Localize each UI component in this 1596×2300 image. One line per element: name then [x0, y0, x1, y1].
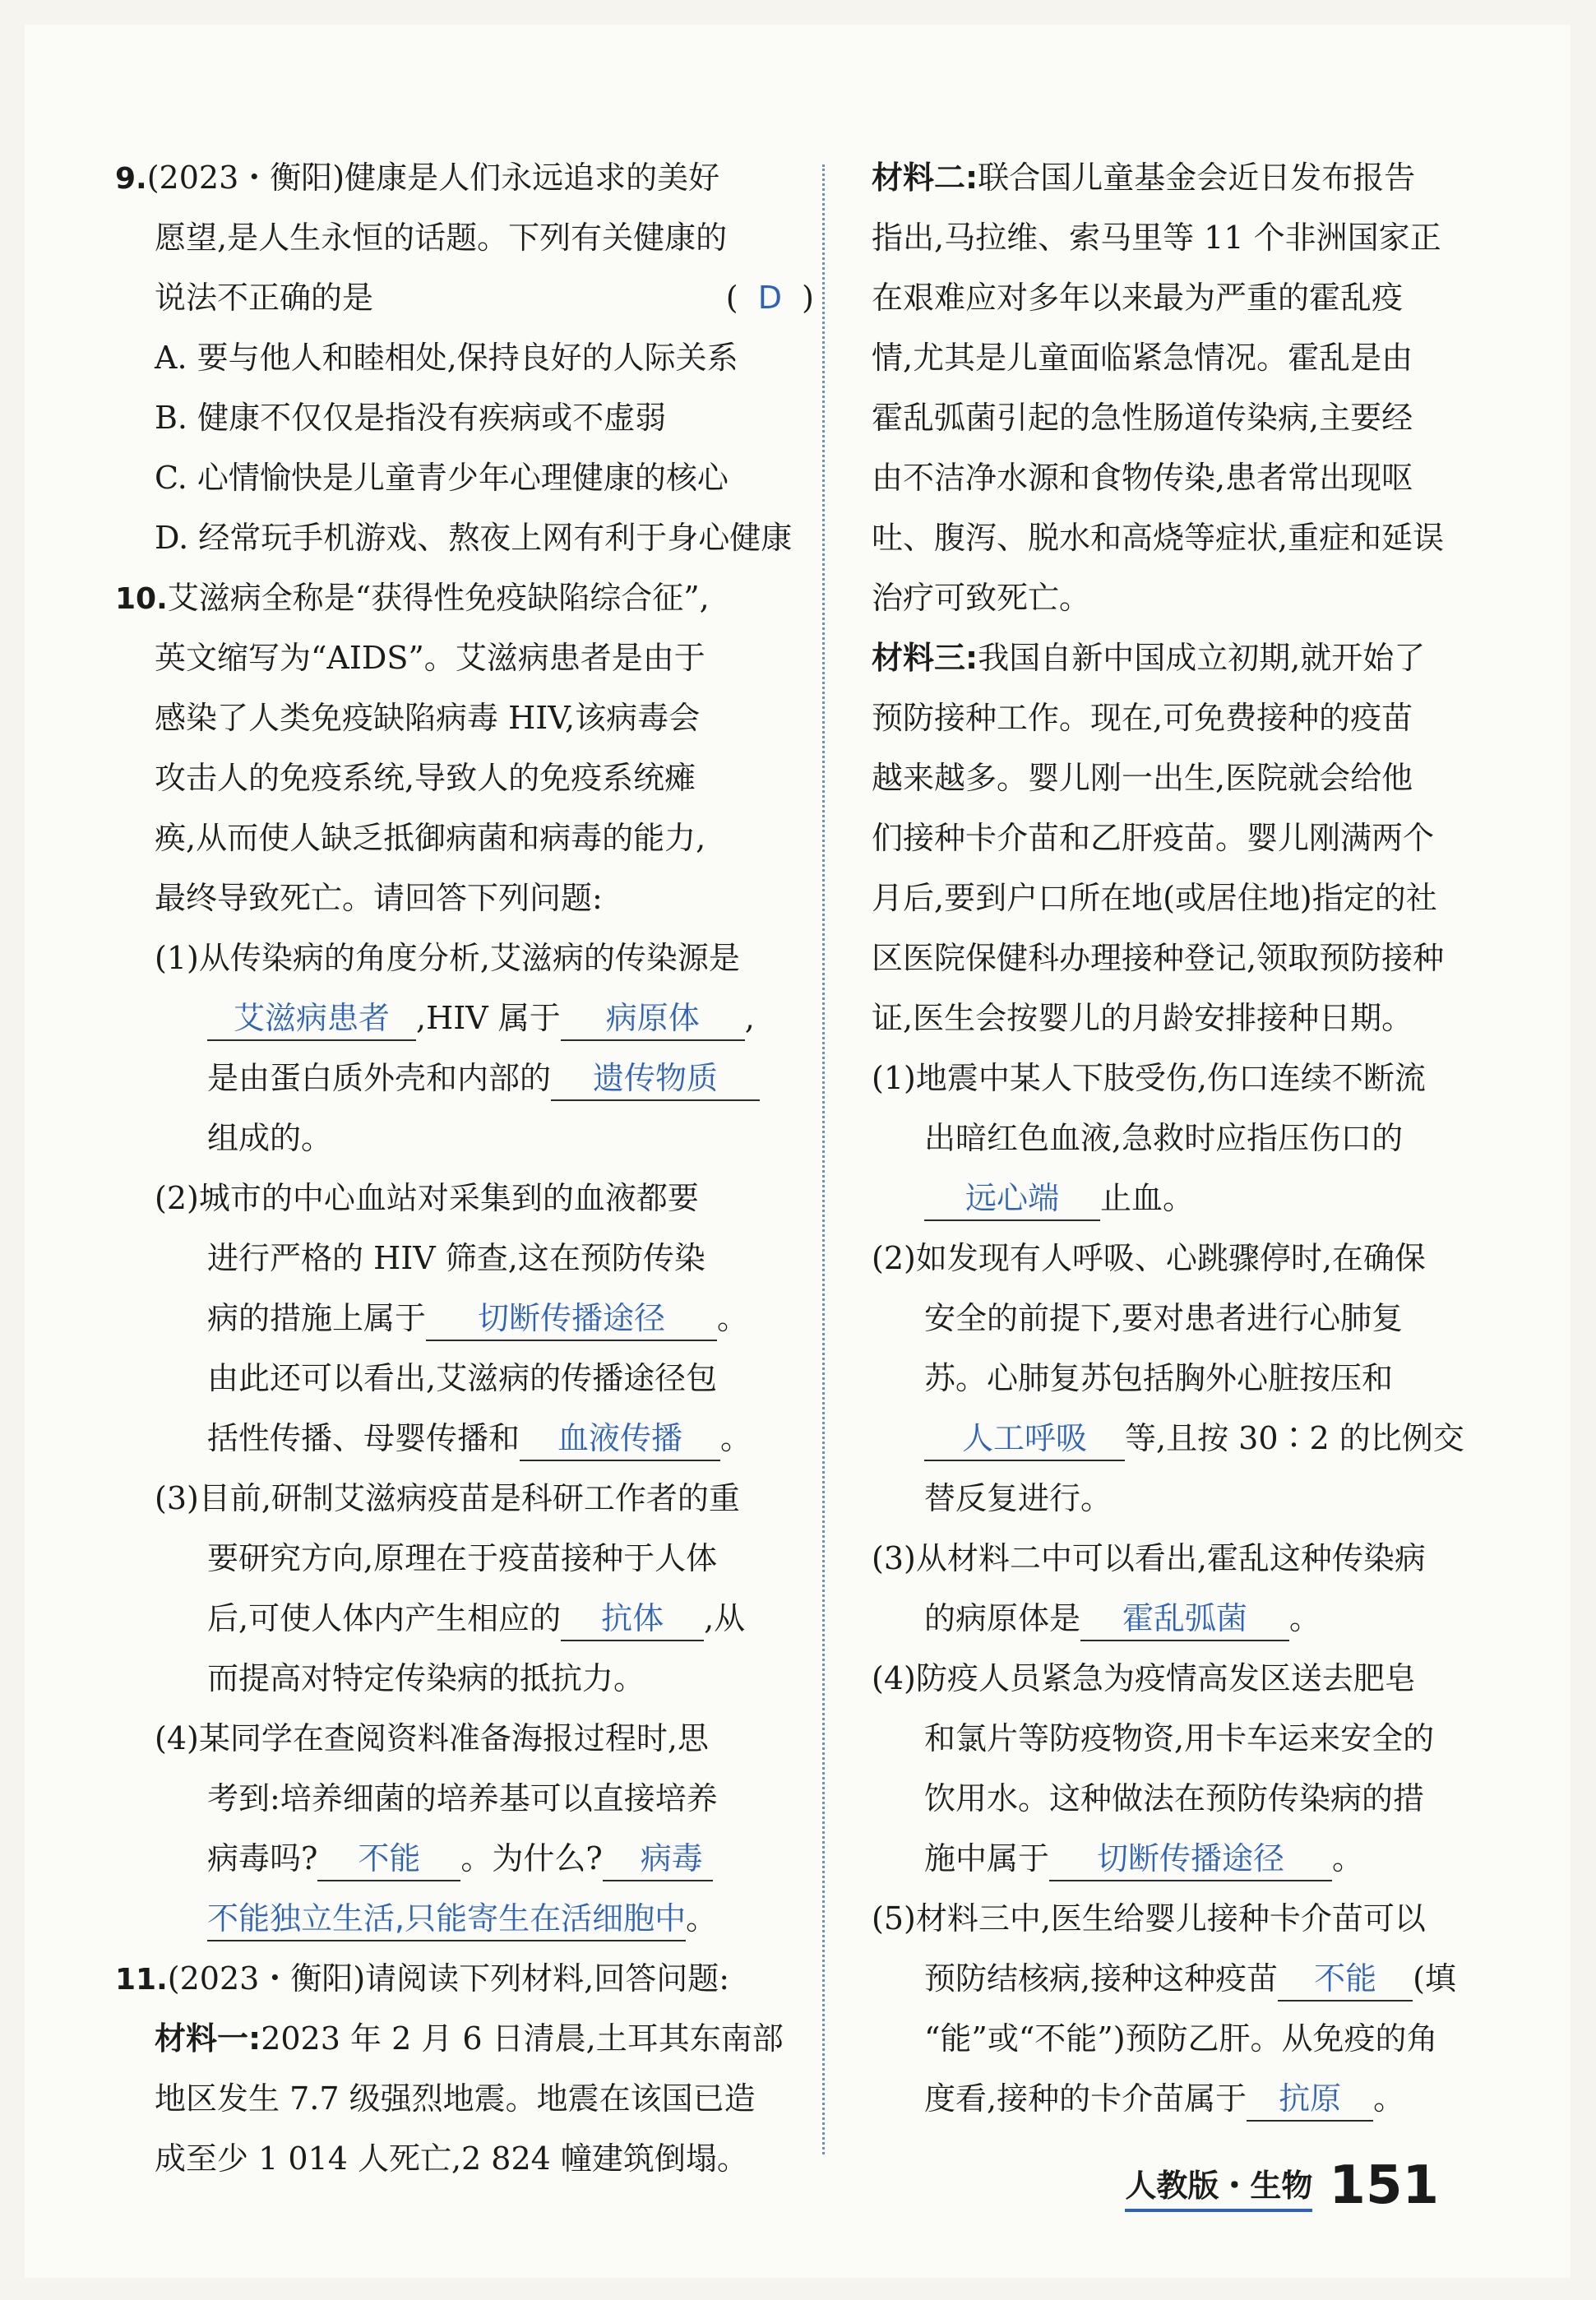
answer-blank: 血液传播 — [520, 1417, 720, 1461]
material2-line: 在艰难应对多年以来最为严重的霍乱疫 — [872, 280, 1404, 316]
answer-blank: 人工呼吸 — [924, 1417, 1125, 1461]
q9-line2: 愿望,是人生永恒的话题。下列有关健康的 — [155, 220, 728, 256]
q11-p2-line2: 安全的前提下,要对患者进行心肺复 — [924, 1300, 1404, 1336]
q10-p4-line1: (4)某同学在查阅资料准备海报过程时,思 — [155, 1720, 709, 1756]
q10-stem: 攻击人的免疫系统,导致人的免疫系统瘫 — [155, 760, 696, 796]
answer-parens: ( D ) — [725, 280, 814, 316]
q11-line1: 11.(2023・衡阳)请阅读下列材料,回答问题: — [115, 1960, 730, 1997]
page-footer — [1125, 2155, 1439, 2216]
option-d: D. 经常玩手机游戏、熬夜上网有利于身心健康 — [155, 520, 793, 556]
answer-blank: 不能 — [317, 1837, 460, 1881]
material3-line: 们接种卡介苗和乙肝疫苗。婴儿刚满两个 — [872, 820, 1435, 856]
q11-p5-line3: “能”或“不能”)预防乙肝。从免疫的角 — [924, 2020, 1438, 2057]
q10-p4-line2: 考到:培养细菌的培养基可以直接培养 — [207, 1780, 718, 1816]
answer-blank: 抗原 — [1247, 2077, 1373, 2122]
textbook-page — [25, 25, 1571, 2278]
q11-p2-line1: (2)如发现有人呼吸、心跳骤停时,在确保 — [872, 1240, 1426, 1276]
column-divider — [822, 164, 825, 2154]
q10-p1-line3: 是由蛋白质外壳和内部的 遗传物质 — [115, 1048, 822, 1108]
answer-blank: 远心端 — [924, 1177, 1100, 1221]
q10-p3-line2: 要研究方向,原理在于疫苗接种于人体 — [207, 1540, 718, 1576]
q11-p3-line1: (3)从材料二中可以看出,霍乱这种传染病 — [872, 1540, 1426, 1576]
edition-label: 人教版・生物 — [1125, 2160, 1312, 2212]
answer-blank: 艾滋病患者 — [207, 997, 416, 1041]
option-a: A. 要与他人和睦相处,保持良好的人际关系 — [155, 340, 738, 376]
material3-line1: 材料三:我国自新中国成立初期,就开始了 — [872, 640, 1426, 676]
q11-p5-line4: 度看,接种的卡介苗属于 抗原 。 — [872, 2069, 1513, 2129]
material2-line1: 材料二:联合国儿童基金会近日发布报告 — [872, 160, 1416, 196]
material2-line: 情,尤其是儿童面临紧急情况。霍乱是由 — [872, 340, 1413, 376]
q11-p3-line2: 的病原体是 霍乱弧菌 。 — [872, 1589, 1513, 1649]
answer-blank: 不能 — [1278, 1957, 1413, 2002]
q9-line1: 9.(2023・衡阳)健康是人们永远追求的美好 — [115, 160, 720, 196]
material-label: 材料一: — [155, 2020, 261, 2057]
q11-p1-line1: (1)地震中某人下肢受伤,伤口连续不断流 — [872, 1060, 1426, 1096]
answer-blank: 不能独立生活,只能寄生在活细胞中 — [207, 1897, 686, 1941]
material1-line2: 地区发生 7.7 级强烈地震。地震在该国已造 — [155, 2080, 756, 2117]
q10-p4-line4: 不能独立生活,只能寄生在活细胞中。 — [115, 1889, 822, 1949]
material1-line1: 材料一:2023 年 2 月 6 日清晨,土耳其东南部 — [155, 2020, 784, 2057]
q10-p3-line3: 后,可使人体内产生相应的 抗体 ,从 — [115, 1589, 822, 1649]
question-number: 10. — [115, 582, 168, 616]
q11-p4-line3: 饮用水。这种做法在预防传染病的措 — [924, 1780, 1425, 1816]
q11-p4-line2: 和氯片等防疫物资,用卡车运来安全的 — [924, 1720, 1435, 1756]
material3-line: 证,医生会按婴儿的月龄安排接种日期。 — [872, 1000, 1413, 1036]
q10-stem: 最终导致死亡。请回答下列问题: — [155, 880, 603, 916]
q11-p1-line3: 远心端 止血。 — [872, 1169, 1513, 1229]
q10-stem: 英文缩写为“AIDS”。艾滋病患者是由于 — [155, 640, 705, 676]
q10-p4-line3: 病毒吗? 不能 。为什么? 病毒 — [115, 1829, 822, 1889]
choice-answer: D — [757, 280, 782, 316]
q10-p1-line1: (1)从传染病的角度分析,艾滋病的传染源是 — [155, 940, 740, 976]
material3-line: 月后,要到户口所在地(或居住地)指定的社 — [872, 880, 1437, 916]
q10-p3-line1: (3)目前,研制艾滋病疫苗是科研工作者的重 — [155, 1480, 740, 1516]
q11-p2-line5: 替反复进行。 — [924, 1480, 1113, 1516]
q10-p1-line4: 组成的。 — [207, 1120, 333, 1156]
q10-p2-line2: 进行严格的 HIV 筛查,这在预防传染 — [207, 1240, 705, 1276]
question-number: 11. — [115, 1963, 168, 1997]
page-number: 151 — [1329, 2155, 1439, 2216]
q11-p5-line1: (5)材料三中,医生给婴儿接种卡介苗可以 — [872, 1900, 1426, 1937]
material3-line: 越来越多。婴儿刚一出生,医院就会给他 — [872, 760, 1413, 796]
option-c: C. 心情愉快是儿童青少年心理健康的核心 — [155, 460, 729, 496]
answer-blank: 病毒 — [603, 1837, 713, 1881]
right-column — [872, 148, 1513, 2129]
q10-p2-line4: 由此还可以看出,艾滋病的传播途径包 — [207, 1360, 718, 1396]
answer-blank: 霍乱弧菌 — [1080, 1597, 1289, 1641]
material3-line: 区医院保健科办理接种登记,领取预防接种 — [872, 940, 1445, 976]
q11-p4-line4: 施中属于 切断传播途径 。 — [872, 1829, 1513, 1889]
q10-p2-line3: 病的措施上属于 切断传播途径 。 — [115, 1289, 822, 1349]
material2-line: 由不洁净水源和食物传染,患者常出现呕 — [872, 460, 1413, 496]
q10-p2-line1: (2)城市的中心血站对采集到的血液都要 — [155, 1180, 699, 1216]
q10-p2-line5: 括性传播、母婴传播和 血液传播 。 — [115, 1409, 822, 1469]
q10-p1-line2: 艾滋病患者 ,HIV 属于 病原体 , — [115, 988, 822, 1048]
material2-line: 吐、腹泻、脱水和高烧等症状,重症和延误 — [872, 520, 1445, 556]
answer-blank: 切断传播途径 — [426, 1297, 717, 1341]
q11-p2-line3: 苏。心肺复苏包括胸外心脏按压和 — [924, 1360, 1394, 1396]
material3-line: 预防接种工作。现在,可免费接种的疫苗 — [872, 700, 1413, 736]
material2-line: 治疗可致死亡。 — [872, 580, 1091, 616]
answer-blank: 切断传播途径 — [1049, 1837, 1332, 1881]
material-label: 材料二: — [872, 160, 978, 196]
material2-line: 指出,马拉维、索马里等 11 个非洲国家正 — [872, 220, 1441, 256]
q11-p4-line1: (4)防疫人员紧急为疫情高发区送去肥皂 — [872, 1660, 1416, 1696]
answer-blank: 病原体 — [561, 997, 745, 1041]
q10-stem: 痪,从而使人缺乏抵御病菌和病毒的能力, — [155, 820, 706, 856]
material2-line: 霍乱弧菌引起的急性肠道传染病,主要经 — [872, 400, 1413, 436]
q9-line3: 说法不正确的是 ( D ) — [115, 268, 822, 328]
q10-p3-line4: 而提高对特定传染病的抵抗力。 — [207, 1660, 645, 1696]
left-column — [115, 148, 822, 2189]
q11-p2-line4: 人工呼吸 等,且按 30∶2 的比例交 — [872, 1409, 1513, 1469]
question-number: 9. — [115, 162, 147, 196]
material1-line3: 成至少 1 014 人死亡,2 824 幢建筑倒塌。 — [155, 2140, 748, 2177]
option-b: B. 健康不仅仅是指没有疾病或不虚弱 — [155, 400, 667, 436]
q11-p5-line2: 预防结核病,接种这种疫苗 不能 (填 — [872, 1949, 1513, 2009]
answer-blank: 遗传物质 — [551, 1057, 760, 1101]
answer-blank: 抗体 — [561, 1597, 704, 1641]
q10-line1: 10.艾滋病全称是“获得性免疫缺陷综合征”, — [115, 580, 710, 616]
material-label: 材料三: — [872, 640, 978, 676]
q10-stem: 感染了人类免疫缺陷病毒 HIV,该病毒会 — [155, 700, 701, 736]
q11-p1-line2: 出暗红色血液,急救时应指压伤口的 — [924, 1120, 1404, 1156]
